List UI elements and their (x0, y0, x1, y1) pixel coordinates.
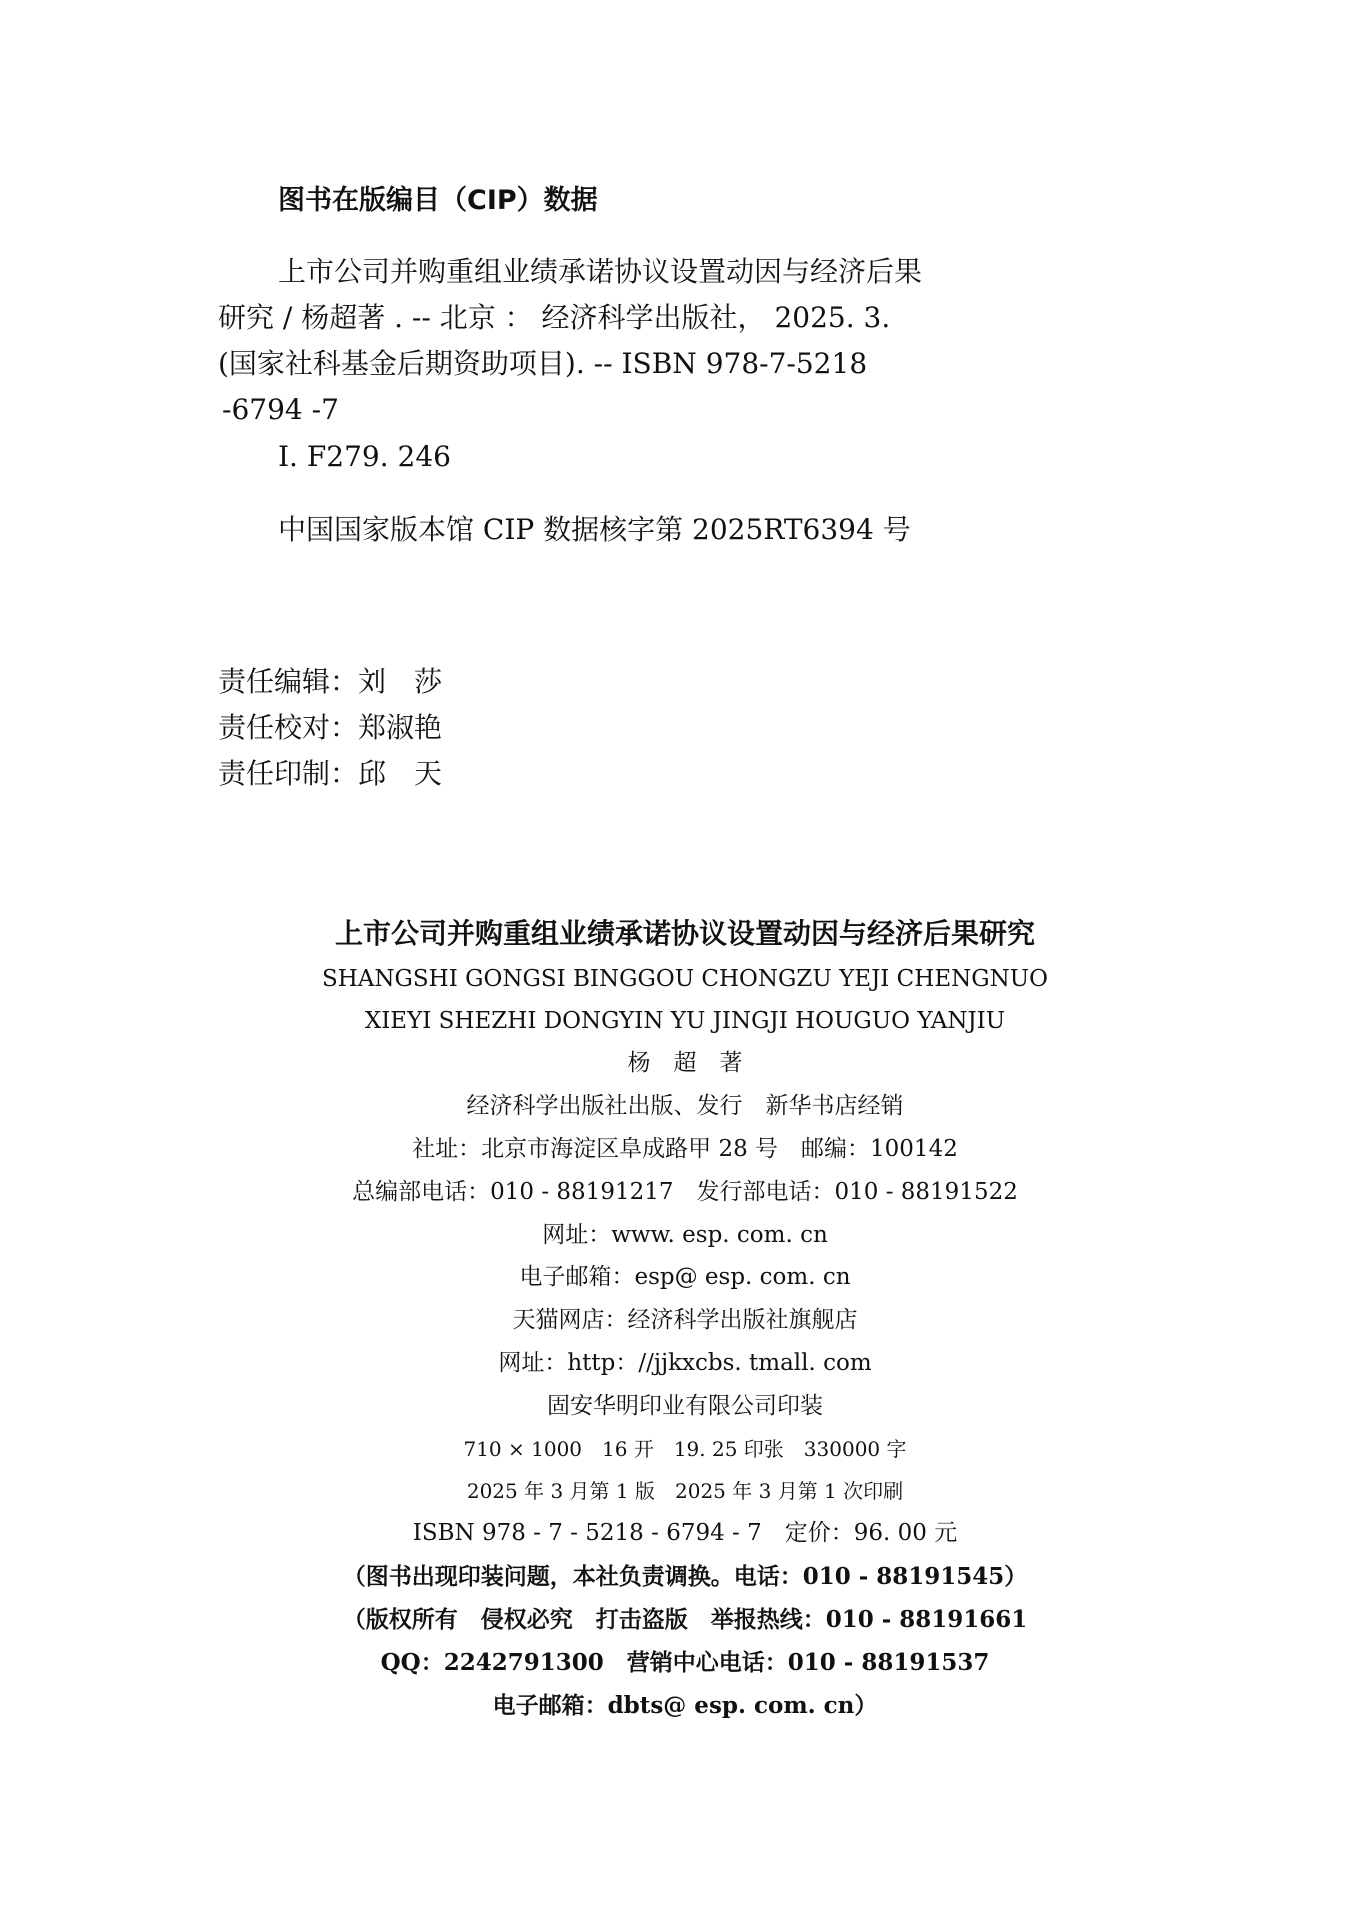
cip-line-3: (国家社科基金后期资助项目). -- ISBN 978-7-5218 (218, 347, 868, 380)
colophon-publisher: 经济科学出版社出版、发行 新华书店经销 (466, 1093, 904, 1119)
colophon-pinyin-2: XIEYI SHEZHI DONGYIN YU JINGJI HOUGUO YANJIU (364, 1008, 1006, 1034)
colophon-notice-1: （图书出现印装问题，本社负责调换。电话：010 - 88191545） (342, 1563, 1028, 1590)
colophon-address: 社址：北京市海淀区阜成路甲 28 号 邮编：100142 (412, 1136, 958, 1162)
colophon-tmall-url: 网址：http：//jjkxcbs. tmall. com (498, 1350, 872, 1376)
colophon-title: 上市公司并购重组业绩承诺协议设置动因与经济后果研究 (334, 917, 1035, 950)
colophon-notice-2: （版权所有 侵权必究 打击盗版 举报热线：010 - 88191661 (342, 1606, 1028, 1633)
cip-heading: 图书在版编目（CIP）数据 (278, 185, 598, 216)
colophon-email: 电子邮箱：esp@ esp. com. cn (519, 1264, 851, 1290)
colophon-notice-4: 电子邮箱：dbts@ esp. com. cn） (492, 1692, 878, 1719)
colophon-pinyin-1: SHANGSHI GONGSI BINGGOU CHONGZU YEJI CHENGNUO (321, 966, 1048, 992)
cip-line-2: 研究 / 杨超著 . -- 北京 ： 经济科学出版社， 2025. 3. (218, 301, 891, 334)
cip-line-4: -6794 -7 (222, 393, 339, 426)
colophon-phones: 总编部电话：010 - 88191217 发行部电话：010 - 88191522 (352, 1179, 1018, 1205)
colophon-isbn-price: ISBN 978 - 7 - 5218 - 6794 - 7 定价：96. 00 元 (412, 1520, 958, 1546)
colophon-tmall-store: 天猫网店：经济科学出版社旗舰店 (512, 1307, 858, 1333)
colophon-edition: 2025 年 3 月第 1 版 2025 年 3 月第 1 次印刷 (466, 1479, 904, 1503)
responsible-proofreader: 责任校对：郑淑艳 (218, 711, 443, 744)
cip-line-1: 上市公司并购重组业绩承诺协议设置动因与经济后果 (278, 255, 923, 288)
colophon-specs: 710 × 1000 16 开 19. 25 印张 330000 字 (463, 1437, 907, 1461)
colophon-website: 网址：www. esp. com. cn (542, 1222, 828, 1248)
responsible-printing: 责任印制：邱 天 (218, 757, 443, 790)
cip-verification: 中国国家版本馆 CIP 数据核字第 2025RT6394 号 (278, 513, 911, 546)
responsible-editor: 责任编辑：刘 莎 (218, 665, 443, 698)
cip-line-5: Ⅰ. F279. 246 (278, 440, 451, 473)
colophon-notice-3: QQ：2242791300 营销中心电话：010 - 88191537 (380, 1649, 990, 1676)
colophon-author: 杨 超 著 (627, 1050, 743, 1076)
colophon-printer: 固安华明印业有限公司印装 (547, 1393, 823, 1419)
